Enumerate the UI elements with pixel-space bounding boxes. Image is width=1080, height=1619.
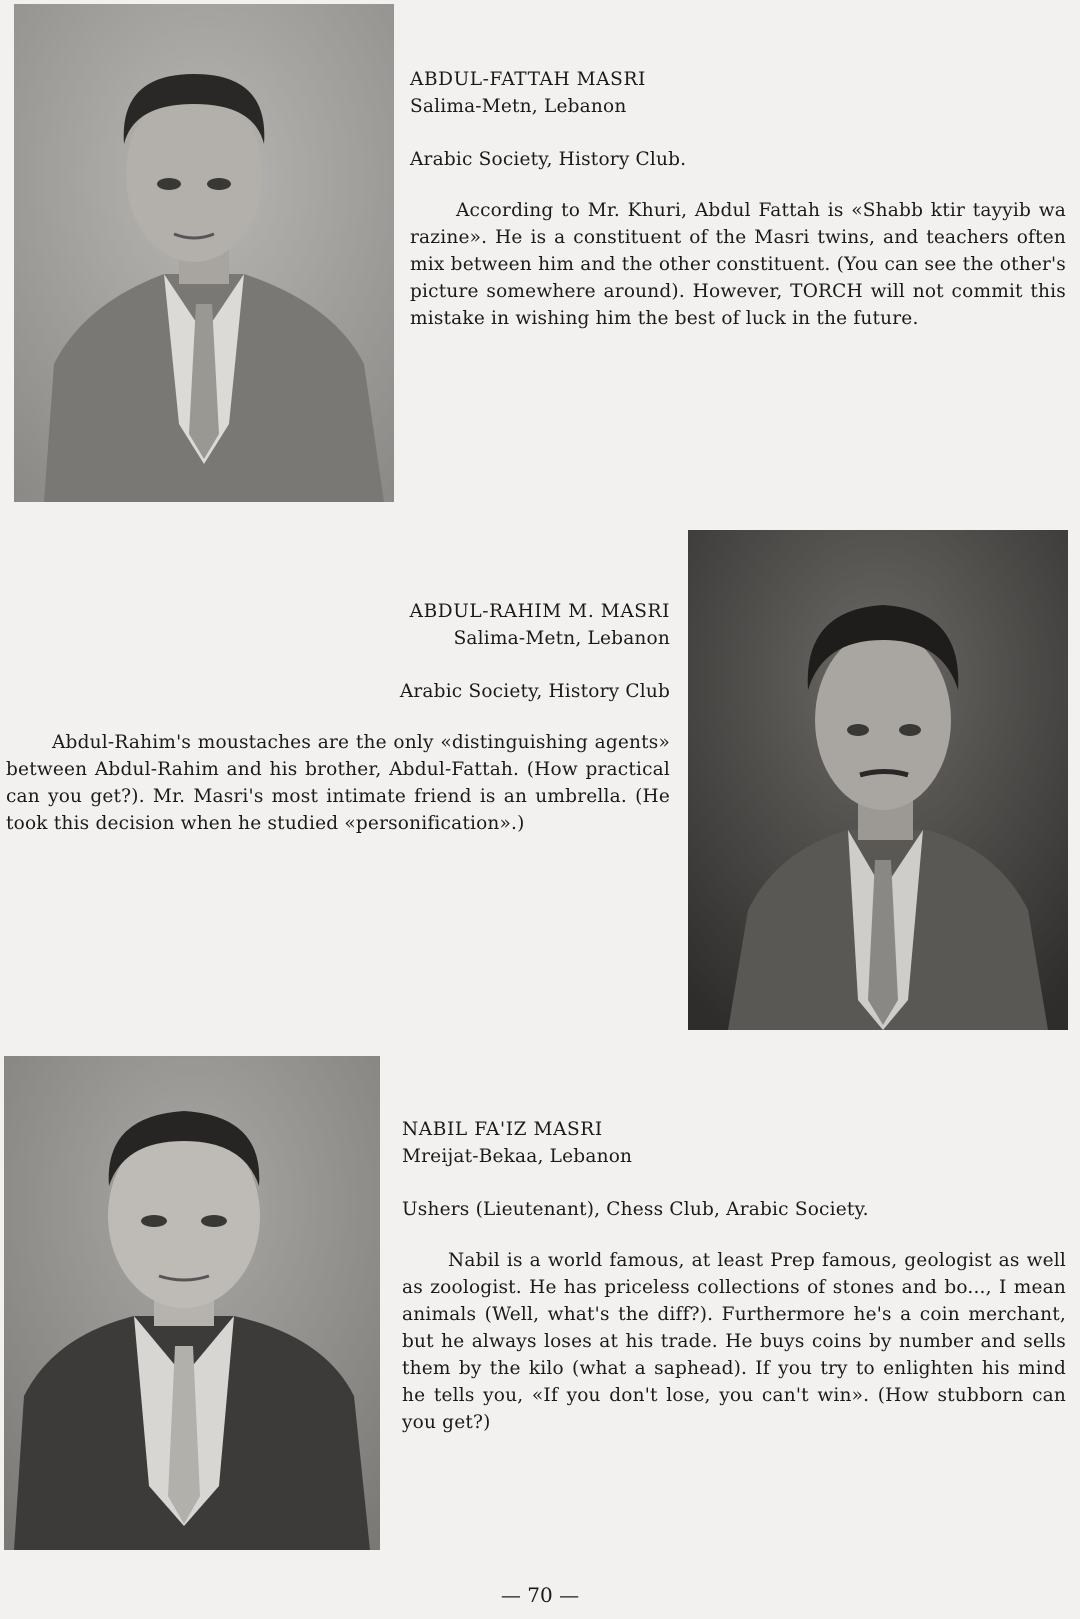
entry-text-abdul-fattah: [410, 66, 1066, 332]
entry-text-nabil: [402, 1116, 1066, 1436]
portrait-photo-abdul-rahim: [688, 530, 1068, 1030]
student-bio: According to Mr. Khuri, Abdul Fattah is «Shabb ktir tayyib wa razine». He is a constituent of the Masri twins, and teachers often mix between him and the other constituent. (You can see the other's picture somewhere around). However, TORCH will not commit this mistake in wishing him the best of luck in the future.: [410, 200, 1066, 329]
entry-text-abdul-rahim: [6, 598, 670, 837]
page-number: — 70 —: [500, 1583, 580, 1607]
student-hometown: Salima-Metn, Lebanon: [410, 96, 627, 117]
student-name: NABIL FA'IZ MASRI: [402, 1119, 603, 1140]
student-name: ABDUL-RAHIM M. MASRI: [409, 601, 670, 622]
student-clubs: Arabic Society, History Club: [399, 681, 670, 702]
student-hometown: Mreijat-Bekaa, Lebanon: [402, 1146, 633, 1167]
student-bio: Abdul-Rahim's moustaches are the only «distinguishing agents» between Abdul-Rahim and his brother, Abdul-Fattah. (How practical can you get?). Mr. Masri's most intimate friend is an umbrella. (He took this decision when he studied «personification».): [6, 732, 670, 834]
student-name: ABDUL-FATTAH MASRI: [410, 69, 646, 90]
student-clubs: Ushers (Lieutenant), Chess Club, Arabic Society.: [402, 1199, 869, 1220]
portrait-photo-nabil: [4, 1056, 380, 1550]
student-hometown: Salima-Metn, Lebanon: [453, 628, 670, 649]
portrait-photo-abdul-fattah: [14, 4, 394, 502]
student-clubs: Arabic Society, History Club.: [410, 149, 687, 170]
student-bio: Nabil is a world famous, at least Prep famous, geologist as well as zoologist. He has priceless collections of stones and bo..., I mean animals (Well, what's the diff?). Furthermore he's a coin merchant, but he always loses at his trade. He buys coins by number and sells them by the kilo (what a saphead). If you try to enlighten his mind he tells you, «If you don't lose, you can't win». (How stubborn can you get?): [402, 1250, 1066, 1433]
